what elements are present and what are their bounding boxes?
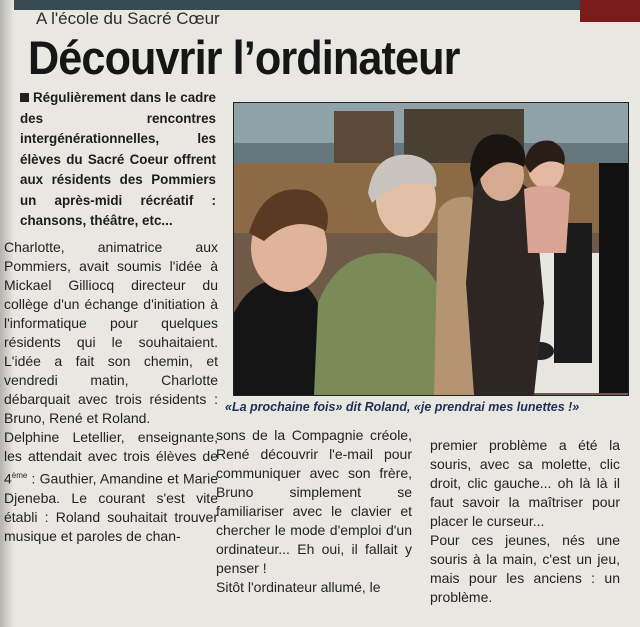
article-column-1 xyxy=(4,238,218,546)
photo-illustration xyxy=(234,103,628,395)
column-1-paragraph-2-text: Delphine Letellier, enseignante, les attendait avec trois élèves de 4 xyxy=(4,429,218,487)
article-column-3 xyxy=(430,436,620,607)
photo-caption: «La prochaine fois» dit Roland, «je prendrai mes lunettes !» xyxy=(225,400,580,414)
article-lede xyxy=(20,88,216,232)
column-3-paragraph-2: Pour ces jeunes, nés une souris à la main, c'est un jeu, mais pour les anciens : un problème. xyxy=(430,532,620,605)
lede-bullet-square xyxy=(20,93,29,102)
column-3-paragraph-1: premier problème a été la souris, avec sa molette, clic droit, clic gauche... oh là là il faut savoir la maîtriser pour placer le curseur... xyxy=(430,437,620,529)
column-1-paragraph-1: Charlotte, animatrice aux Pommiers, avait soumis l'idée à Mickael Gilliocq directeur du collège d'un échange d'initiation à l'informatique pour quelques résidents qui le souhaitaient. L'idée a fait son chemin, et vendredi matin, Charlotte débarquait avec trois résidents : Bruno, René et Roland. xyxy=(4,239,218,426)
ordinal-superscript: ème xyxy=(11,471,28,480)
column-2-paragraph-2: Sitôt l'ordinateur allumé, le xyxy=(216,579,381,595)
lede-text: Régulièrement dans le cadre des rencontres intergénérationnelles, les élèves du Sacré Coeur offrent aux résidents des Pommiers un après-midi récréatif : chansons, théâtre, etc... xyxy=(20,90,216,228)
column-1-paragraph-2 xyxy=(4,428,218,546)
article-headline: Découvrir l’ordinateur xyxy=(28,31,460,84)
column-2-paragraph-1: sons de la Compagnie créole, René découvrir l'e-mail pour communiquer avec son frère, Bruno simplement se familiariser avec le clavier et chercher le mode d'emploi d'un ordinateur... Eh oui, il fallait y penser ! xyxy=(216,427,412,576)
article-photo xyxy=(233,102,629,396)
article-kicker: A l'école du Sacré Cœur xyxy=(36,9,220,28)
page-corner-color-block xyxy=(580,0,640,22)
article-column-2 xyxy=(216,426,412,597)
column-1-paragraph-2-text-cont: : Gauthier, Amandine et Marie Djeneba. Le courant s'est vite établi : Roland souhaitait trouver musique et paroles de chan- xyxy=(4,470,218,544)
